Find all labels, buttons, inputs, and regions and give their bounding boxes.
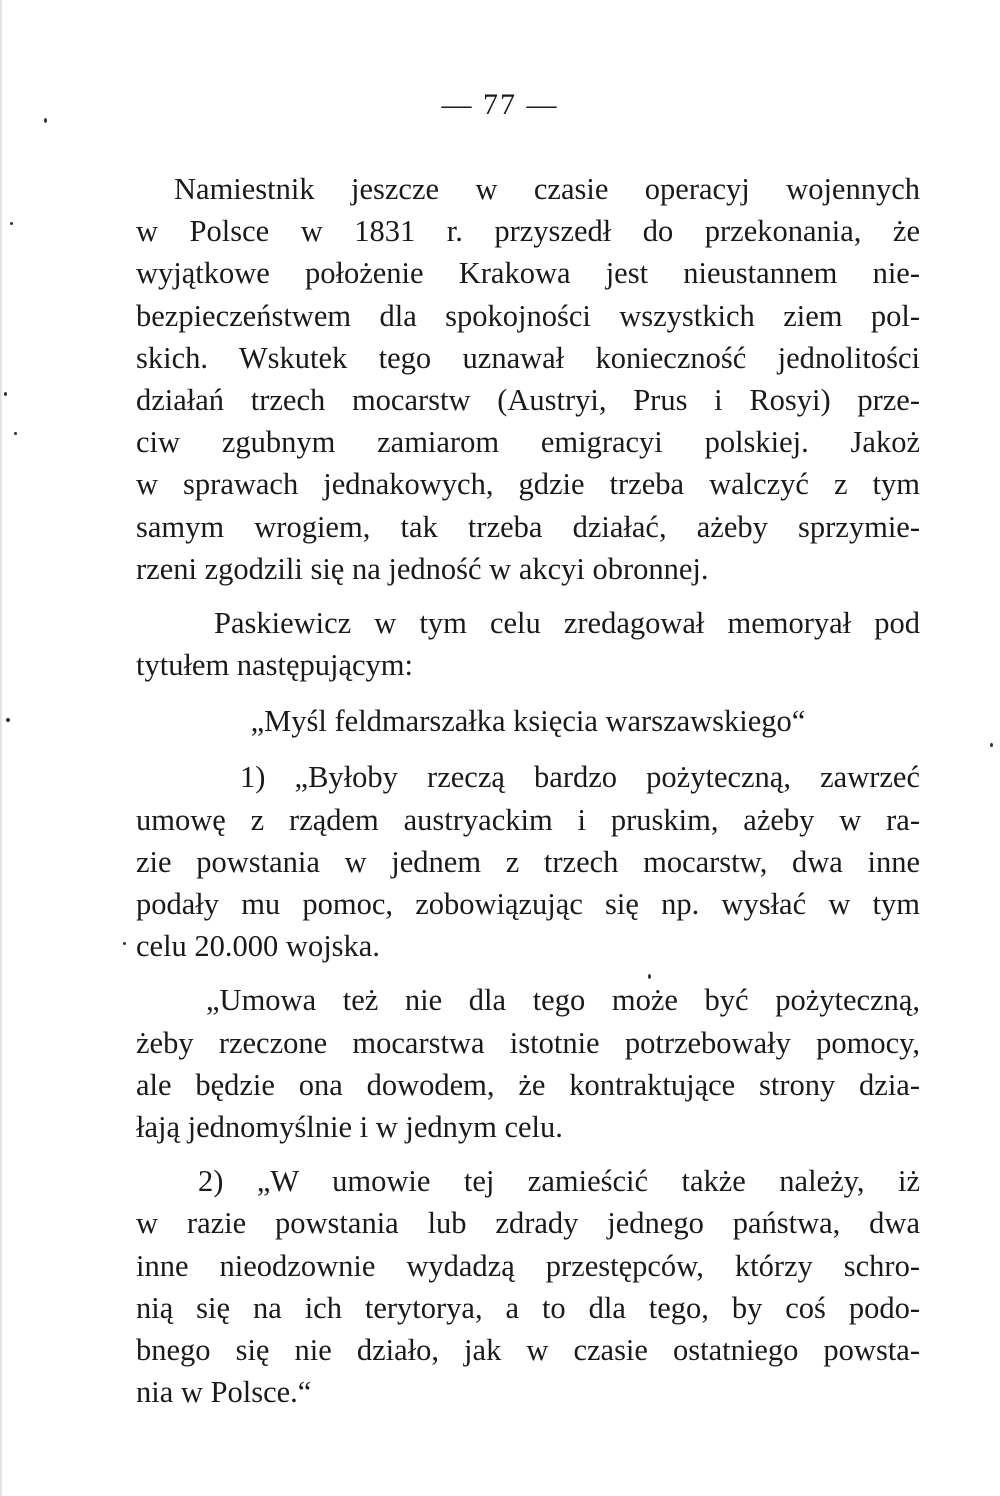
text-line: bezpieczeństwem dla spokojności wszystkich ziem pol- (136, 298, 920, 333)
paragraph-memorial-intro (136, 602, 920, 686)
text-line: łają jednomyślnie i w jednym celu. (136, 1109, 563, 1144)
paragraph-agreement (136, 979, 920, 1148)
text-line: samym wrogiem, tak trzeba działać, ażeby sprzymie- (136, 509, 920, 544)
text-line: celu 20.000 wojska. (136, 929, 380, 964)
text-line: 1) „Byłoby rzeczą bardzo pożyteczną, zawrzeć (240, 760, 920, 795)
text-line: nią się na ich terytorya, a to dla tego, by coś podo- (136, 1290, 920, 1325)
heading-line: „Myśl feldmarszałka księcia warszawskiego“ (250, 704, 806, 739)
text-line: umowę z rządem austryackim i pruskim, ażeby w ra- (136, 802, 920, 837)
text-line: żeby rzeczone mocarstwa istotnie potrzebowały pomocy, (136, 1025, 920, 1060)
text-line: ciw zgubnym zamiarom emigracyi polskiej. Jakoż (136, 425, 920, 460)
text-line: 2) „W umowie tej zamieścić także należy, iż (198, 1164, 920, 1199)
scan-speck (123, 942, 126, 945)
paragraph-point-1 (136, 756, 920, 967)
paragraph-intro (136, 168, 920, 590)
text-line: podały mu pomoc, zobowiązując się np. wysłać w tym (136, 887, 920, 921)
text-line: Paskiewicz w tym celu zredagował memoryał pod (214, 605, 920, 640)
text-line: w razie powstania lub zdrady jednego państwa, dwa (136, 1206, 920, 1241)
text-line: wyjątkowe położenie Krakowa jest nieustannem nie- (136, 256, 920, 291)
scan-speck (6, 718, 10, 722)
page-number: — 77 — (441, 88, 559, 121)
text-line: tytułem następującym: (136, 648, 413, 683)
scan-speck (990, 743, 993, 747)
scan-speck (10, 222, 13, 225)
text-line: „Umowa też nie dla tego może być pożyteczną, (206, 983, 920, 1018)
scan-speck (648, 974, 651, 979)
text-line: inne nieodzownie wydadzą przestępców, którzy schro- (136, 1248, 920, 1283)
scan-speck (44, 118, 47, 123)
text-line: Namiestnik jeszcze w czasie operacyj wojennych (174, 172, 920, 206)
scan-speck (4, 392, 7, 396)
page-edge-shadow (0, 0, 3, 1496)
memorial-heading (136, 700, 920, 742)
paragraph-point-2 (136, 1160, 920, 1413)
text-line: nia w Polsce.“ (136, 1375, 312, 1410)
scan-speck (14, 432, 17, 435)
text-line: działań trzech mocarstw (Austryi, Prus i Rosyi) prze- (136, 382, 920, 417)
text-line: w sprawach jednakowych, gdzie trzeba walczyć z tym (136, 467, 920, 502)
text-line: ale będzie ona dowodem, że kontraktujące strony dzia- (136, 1067, 920, 1102)
text-line: zie powstania w jednem z trzech mocarstw, dwa inne (136, 844, 920, 879)
text-line: rzeni zgodzili się na jedność w akcyi obronnej. (136, 551, 709, 586)
text-line: w Polsce w 1831 r. przyszedł do przekonania, że (136, 214, 920, 249)
text-line: bnego się nie działo, jak w czasie ostatniego powsta- (136, 1332, 920, 1367)
page-body (136, 168, 920, 1413)
text-line: skich. Wskutek tego uznawał konieczność jednolitości (136, 340, 920, 375)
